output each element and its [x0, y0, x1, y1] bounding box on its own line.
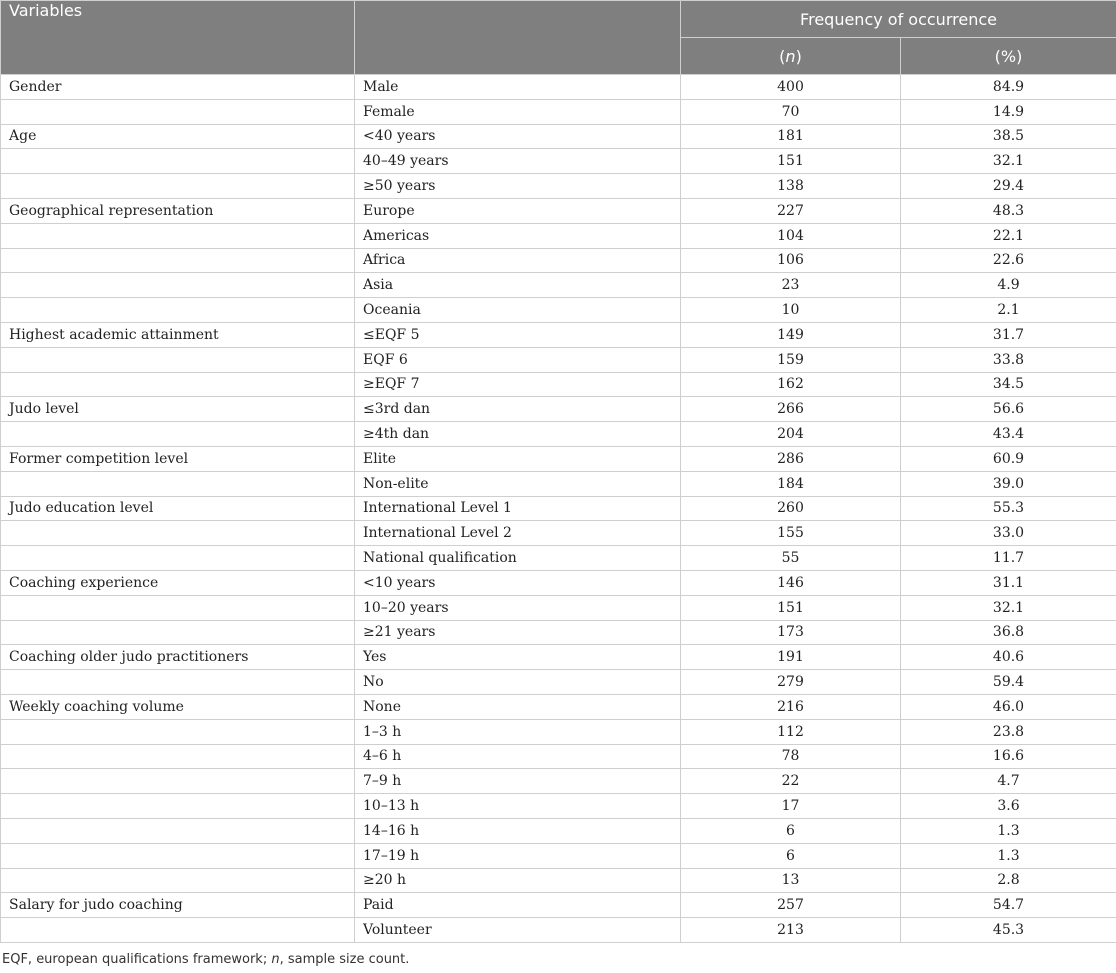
- percent-cell: 60.9: [901, 446, 1116, 471]
- category-cell: Yes: [355, 645, 681, 670]
- variable-cell: [1, 99, 355, 124]
- n-cell: 279: [681, 670, 901, 695]
- n-cell: 6: [681, 818, 901, 843]
- table-row: [1, 149, 1116, 174]
- variable-cell: Former competition level: [1, 446, 355, 471]
- variable-cell: Geographical representation: [1, 198, 355, 223]
- n-cell: 70: [681, 99, 901, 124]
- n-cell: 55: [681, 546, 901, 571]
- table-row: [1, 570, 1116, 595]
- percent-cell: 40.6: [901, 645, 1116, 670]
- variable-cell: [1, 298, 355, 323]
- variable-cell: [1, 719, 355, 744]
- n-cell: 155: [681, 521, 901, 546]
- category-cell: 1–3 h: [355, 719, 681, 744]
- variable-cell: [1, 744, 355, 769]
- n-cell: 146: [681, 570, 901, 595]
- table-row: [1, 595, 1116, 620]
- n-cell: 106: [681, 248, 901, 273]
- variable-cell: [1, 422, 355, 447]
- table-row: [1, 124, 1116, 149]
- percent-cell: 48.3: [901, 198, 1116, 223]
- n-cell: 149: [681, 322, 901, 347]
- percent-header: (%): [901, 38, 1116, 75]
- table-row: [1, 322, 1116, 347]
- n-cell: 400: [681, 75, 901, 100]
- percent-cell: 55.3: [901, 496, 1116, 521]
- category-cell: ≥21 years: [355, 620, 681, 645]
- variable-cell: [1, 372, 355, 397]
- variable-cell: [1, 248, 355, 273]
- n-cell: 151: [681, 149, 901, 174]
- percent-cell: 33.0: [901, 521, 1116, 546]
- n-cell: 266: [681, 397, 901, 422]
- category-cell: International Level 1: [355, 496, 681, 521]
- percent-cell: 3.6: [901, 794, 1116, 819]
- percent-cell: 45.3: [901, 918, 1116, 943]
- variable-cell: Judo education level: [1, 496, 355, 521]
- variable-cell: [1, 818, 355, 843]
- n-cell: 286: [681, 446, 901, 471]
- variable-cell: [1, 794, 355, 819]
- category-cell: Volunteer: [355, 918, 681, 943]
- variable-cell: Coaching experience: [1, 570, 355, 595]
- category-cell: No: [355, 670, 681, 695]
- table-row: [1, 422, 1116, 447]
- table-row: [1, 446, 1116, 471]
- category-cell: Female: [355, 99, 681, 124]
- n-cell: 260: [681, 496, 901, 521]
- table-row: [1, 75, 1116, 100]
- table-row: [1, 372, 1116, 397]
- table-row: [1, 893, 1116, 918]
- category-cell: Europe: [355, 198, 681, 223]
- variable-cell: [1, 223, 355, 248]
- category-cell: Male: [355, 75, 681, 100]
- n-cell: 204: [681, 422, 901, 447]
- table-row: [1, 99, 1116, 124]
- variables-header: Variables: [1, 1, 355, 75]
- category-cell: 4–6 h: [355, 744, 681, 769]
- table-footnote: EQF, european qualifications framework; n, sample size count.: [2, 952, 410, 967]
- percent-cell: 29.4: [901, 174, 1116, 199]
- percent-cell: 56.6: [901, 397, 1116, 422]
- variable-cell: [1, 620, 355, 645]
- percent-cell: 16.6: [901, 744, 1116, 769]
- table-row: [1, 868, 1116, 893]
- table-row: [1, 744, 1116, 769]
- table-row: [1, 620, 1116, 645]
- table-row: [1, 248, 1116, 273]
- table-row: [1, 273, 1116, 298]
- percent-cell: 84.9: [901, 75, 1116, 100]
- variable-cell: Salary for judo coaching: [1, 893, 355, 918]
- n-header: (n): [681, 38, 901, 75]
- table-row: [1, 546, 1116, 571]
- category-cell: International Level 2: [355, 521, 681, 546]
- n-cell: 23: [681, 273, 901, 298]
- category-cell: <10 years: [355, 570, 681, 595]
- category-cell: Paid: [355, 893, 681, 918]
- n-cell: 216: [681, 694, 901, 719]
- variable-cell: [1, 868, 355, 893]
- percent-cell: 43.4: [901, 422, 1116, 447]
- category-cell: Asia: [355, 273, 681, 298]
- variable-cell: Gender: [1, 75, 355, 100]
- variable-cell: [1, 918, 355, 943]
- table-row: [1, 471, 1116, 496]
- table-row: [1, 694, 1116, 719]
- n-cell: 17: [681, 794, 901, 819]
- percent-cell: 32.1: [901, 595, 1116, 620]
- n-cell: 213: [681, 918, 901, 943]
- category-cell: 17–19 h: [355, 843, 681, 868]
- category-cell: ≤3rd dan: [355, 397, 681, 422]
- variable-cell: Age: [1, 124, 355, 149]
- category-cell: Americas: [355, 223, 681, 248]
- n-cell: 181: [681, 124, 901, 149]
- table-row: [1, 397, 1116, 422]
- table-body: [1, 75, 1116, 943]
- percent-cell: 46.0: [901, 694, 1116, 719]
- percent-cell: 33.8: [901, 347, 1116, 372]
- table-row: [1, 843, 1116, 868]
- percent-cell: 22.6: [901, 248, 1116, 273]
- n-cell: 10: [681, 298, 901, 323]
- n-cell: 22: [681, 769, 901, 794]
- n-cell: 162: [681, 372, 901, 397]
- variable-cell: Judo level: [1, 397, 355, 422]
- variable-cell: [1, 670, 355, 695]
- category-cell: ≥20 h: [355, 868, 681, 893]
- variable-cell: [1, 546, 355, 571]
- percent-cell: 4.7: [901, 769, 1116, 794]
- table-row: [1, 794, 1116, 819]
- n-cell: 78: [681, 744, 901, 769]
- percent-cell: 54.7: [901, 893, 1116, 918]
- category-cell: <40 years: [355, 124, 681, 149]
- category-cell: ≥50 years: [355, 174, 681, 199]
- variable-cell: Highest academic attainment: [1, 322, 355, 347]
- percent-cell: 2.8: [901, 868, 1116, 893]
- table-header: [1, 1, 1116, 75]
- category-cell: ≥4th dan: [355, 422, 681, 447]
- n-cell: 6: [681, 843, 901, 868]
- percent-cell: 31.1: [901, 570, 1116, 595]
- category-cell: ≤EQF 5: [355, 322, 681, 347]
- category-cell: 14–16 h: [355, 818, 681, 843]
- percent-cell: 36.8: [901, 620, 1116, 645]
- percent-cell: 23.8: [901, 719, 1116, 744]
- percent-cell: 39.0: [901, 471, 1116, 496]
- percent-cell: 38.5: [901, 124, 1116, 149]
- table-row: [1, 818, 1116, 843]
- table-row: [1, 670, 1116, 695]
- variable-cell: [1, 843, 355, 868]
- category-cell: 10–13 h: [355, 794, 681, 819]
- category-cell: 10–20 years: [355, 595, 681, 620]
- category-cell: None: [355, 694, 681, 719]
- percent-cell: 4.9: [901, 273, 1116, 298]
- percent-cell: 31.7: [901, 322, 1116, 347]
- percent-cell: 59.4: [901, 670, 1116, 695]
- frequency-header: Frequency of occurrence: [681, 1, 1116, 38]
- category-cell: EQF 6: [355, 347, 681, 372]
- n-cell: 227: [681, 198, 901, 223]
- table-row: [1, 174, 1116, 199]
- table-row: [1, 223, 1116, 248]
- percent-cell: 14.9: [901, 99, 1116, 124]
- n-cell: 104: [681, 223, 901, 248]
- n-cell: 13: [681, 868, 901, 893]
- variable-cell: Coaching older judo practitioners: [1, 645, 355, 670]
- variable-cell: [1, 471, 355, 496]
- table-row: [1, 347, 1116, 372]
- n-cell: 257: [681, 893, 901, 918]
- table-row: [1, 521, 1116, 546]
- category-cell: Elite: [355, 446, 681, 471]
- variable-cell: [1, 769, 355, 794]
- n-cell: 173: [681, 620, 901, 645]
- n-cell: 112: [681, 719, 901, 744]
- percent-cell: 22.1: [901, 223, 1116, 248]
- percent-cell: 34.5: [901, 372, 1116, 397]
- category-cell: Non-elite: [355, 471, 681, 496]
- percent-cell: 1.3: [901, 818, 1116, 843]
- n-cell: 184: [681, 471, 901, 496]
- n-cell: 151: [681, 595, 901, 620]
- category-cell: National qualification: [355, 546, 681, 571]
- table-row: [1, 198, 1116, 223]
- table-row: [1, 719, 1116, 744]
- table-row: [1, 769, 1116, 794]
- n-cell: 191: [681, 645, 901, 670]
- variable-cell: [1, 521, 355, 546]
- n-cell: 159: [681, 347, 901, 372]
- table-row: [1, 645, 1116, 670]
- table-row: [1, 496, 1116, 521]
- variable-cell: [1, 149, 355, 174]
- table-row: [1, 918, 1116, 943]
- category-cell: 40–49 years: [355, 149, 681, 174]
- variable-cell: [1, 174, 355, 199]
- percent-cell: 1.3: [901, 843, 1116, 868]
- n-cell: 138: [681, 174, 901, 199]
- category-cell: ≥EQF 7: [355, 372, 681, 397]
- variable-cell: [1, 595, 355, 620]
- variable-cell: Weekly coaching volume: [1, 694, 355, 719]
- table-row: [1, 298, 1116, 323]
- variable-cell: [1, 273, 355, 298]
- category-cell: Oceania: [355, 298, 681, 323]
- percent-cell: 2.1: [901, 298, 1116, 323]
- category-cell: Africa: [355, 248, 681, 273]
- category-cell: 7–9 h: [355, 769, 681, 794]
- variable-cell: [1, 347, 355, 372]
- category-header: [355, 1, 681, 75]
- percent-cell: 11.7: [901, 546, 1116, 571]
- percent-cell: 32.1: [901, 149, 1116, 174]
